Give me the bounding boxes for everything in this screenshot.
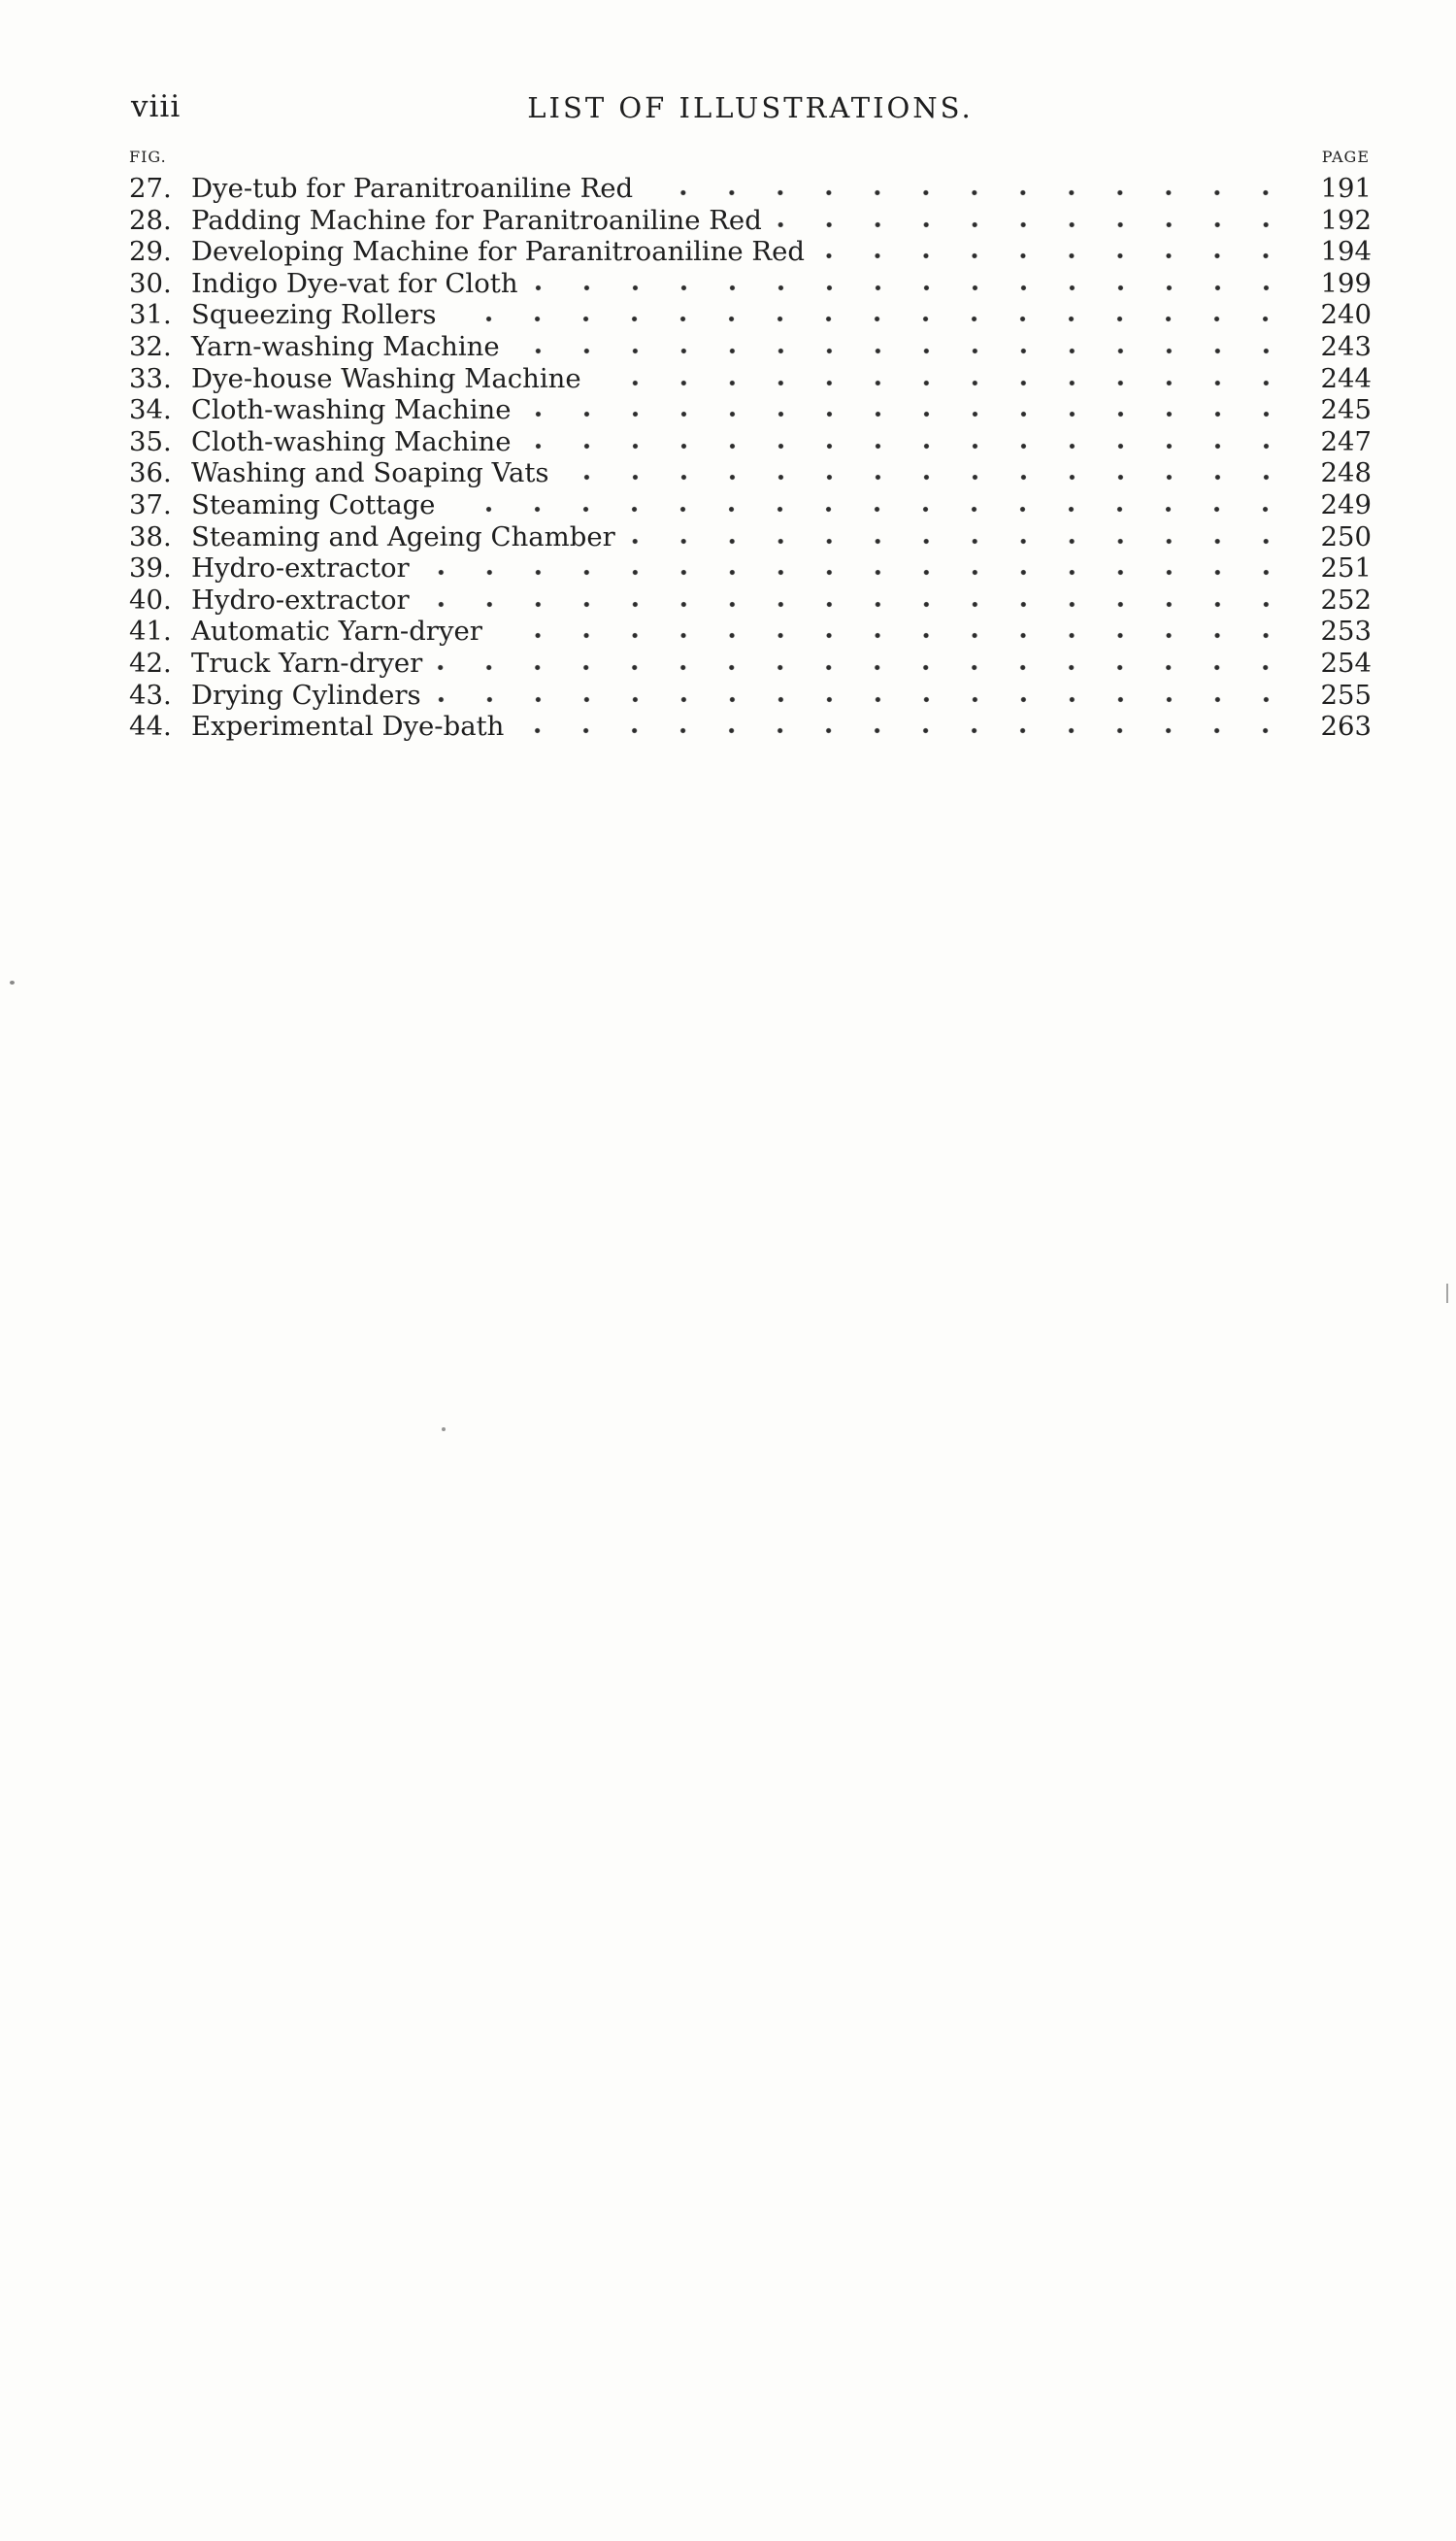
page-number: 252: [1320, 584, 1372, 616]
fig-number: 31.: [129, 299, 172, 331]
fig-number: 36.: [129, 457, 172, 489]
page-number: 251: [1320, 552, 1372, 585]
entry-title: Cloth-washing Machine: [191, 394, 512, 426]
page-number: 243: [1320, 330, 1372, 362]
dot-leader: [421, 590, 1296, 609]
entry-title: Washing and Soaping Vats: [191, 457, 549, 489]
entry-title: Hydro-extractor: [191, 552, 410, 585]
entry-title: Experimental Dye-bath: [191, 711, 505, 743]
fig-number: 39.: [129, 552, 172, 585]
entry-title: Dye-tub for Paranitroaniline Red: [191, 173, 634, 204]
page-number: 192: [1320, 204, 1372, 236]
fig-number: 33.: [129, 362, 172, 394]
fig-number: 41.: [129, 616, 172, 648]
dot-leader: [561, 463, 1296, 482]
entry-title: Truck Yarn-dryer: [191, 647, 423, 679]
fig-number: 34.: [129, 394, 172, 426]
column-headers: [129, 148, 1372, 166]
list-item: [129, 173, 1372, 205]
page-number: 194: [1320, 236, 1372, 268]
page-number: 244: [1320, 362, 1372, 394]
entry-title: Steaming and Ageing Chamber: [191, 520, 615, 552]
list-item: [129, 268, 1372, 300]
dot-leader: [627, 527, 1296, 546]
fig-number: 42.: [129, 647, 172, 679]
dot-leader: [447, 495, 1296, 514]
page-header: [129, 87, 1372, 134]
fig-number: 40.: [129, 584, 172, 616]
list-item: [129, 457, 1372, 489]
page-number: 263: [1320, 711, 1372, 743]
list-item: [129, 585, 1372, 617]
fig-number: 43.: [129, 679, 172, 711]
list-item: [129, 299, 1372, 331]
list-item: [129, 680, 1372, 712]
dot-leader: [447, 305, 1296, 323]
dot-leader: [523, 400, 1296, 418]
page-title: LIST OF ILLUSTRATIONS.: [527, 91, 974, 124]
list-item: [129, 552, 1372, 585]
dot-leader: [433, 685, 1296, 704]
list-item: [129, 394, 1372, 426]
entry-title: Automatic Yarn-dryer: [191, 616, 482, 648]
page-number: 250: [1320, 520, 1372, 552]
dot-leader: [774, 211, 1296, 229]
page-number: 248: [1320, 457, 1372, 489]
page-number: 254: [1320, 647, 1372, 679]
page-number: 199: [1320, 267, 1372, 299]
page-number: 255: [1320, 679, 1372, 711]
entry-title: Hydro-extractor: [191, 584, 410, 616]
list-item: [129, 363, 1372, 395]
entry-title: Padding Machine for Paranitroaniline Red: [191, 204, 762, 236]
dot-leader: [494, 621, 1296, 640]
dot-leader: [512, 337, 1296, 355]
dot-leader: [515, 717, 1296, 735]
list-item: [129, 205, 1372, 237]
dot-leader: [421, 558, 1296, 577]
fig-number: 30.: [129, 267, 172, 299]
dot-leader: [593, 369, 1296, 387]
fig-number: 44.: [129, 711, 172, 743]
scan-artifact: [442, 1427, 446, 1431]
entry-title: Cloth-washing Machine: [191, 425, 512, 457]
illustration-list: [129, 173, 1372, 743]
page-content: [129, 87, 1372, 743]
list-item: [129, 331, 1372, 363]
page-number: 191: [1320, 173, 1372, 204]
list-item: [129, 616, 1372, 648]
dot-leader: [816, 242, 1296, 260]
list-item: [129, 648, 1372, 680]
entry-title: Dye-house Washing Machine: [191, 362, 581, 394]
page-column-header: PAGE: [1321, 148, 1370, 166]
page-number: 253: [1320, 616, 1372, 648]
scan-artifact: [1446, 1284, 1448, 1303]
folio-number: viii: [131, 89, 182, 124]
entry-title: Drying Cylinders: [191, 679, 421, 711]
scan-artifact: [10, 981, 15, 985]
entry-title: Steaming Cottage: [191, 488, 436, 520]
fig-number: 37.: [129, 488, 172, 520]
fig-number: 27.: [129, 173, 172, 204]
list-item: [129, 489, 1372, 521]
page-number: 249: [1320, 488, 1372, 520]
entry-title: Squeezing Rollers: [191, 299, 437, 331]
entry-title: Yarn-washing Machine: [191, 330, 500, 362]
list-item: [129, 236, 1372, 268]
list-item: [129, 711, 1372, 743]
fig-number: 35.: [129, 425, 172, 457]
dot-leader: [645, 179, 1296, 197]
list-item: [129, 521, 1372, 553]
page-number: 247: [1320, 425, 1372, 457]
dot-leader: [434, 653, 1296, 672]
fig-number: 32.: [129, 330, 172, 362]
list-item: [129, 426, 1372, 458]
dot-leader: [530, 274, 1296, 292]
fig-column-header: FIG.: [129, 148, 167, 166]
entry-title: Indigo Dye-vat for Cloth: [191, 267, 518, 299]
fig-number: 28.: [129, 204, 172, 236]
fig-number: 29.: [129, 236, 172, 268]
dot-leader: [523, 432, 1296, 451]
page-number: 245: [1320, 394, 1372, 426]
fig-number: 38.: [129, 520, 172, 552]
page-number: 240: [1320, 299, 1372, 331]
entry-title: Developing Machine for Paranitroaniline Red: [191, 236, 806, 268]
